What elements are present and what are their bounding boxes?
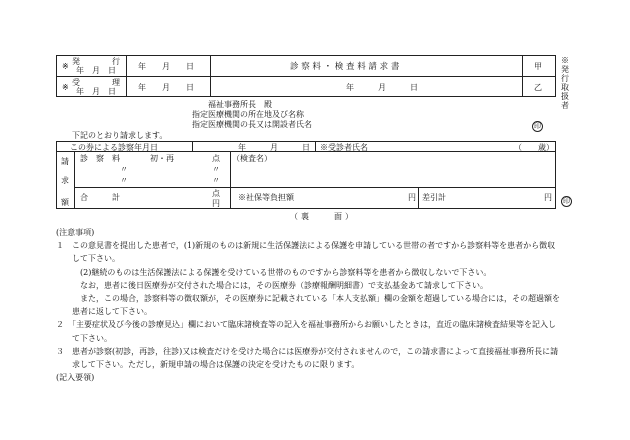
copay-label: ※社保等負担額 [238, 193, 294, 202]
claim-side-label-3: 額 [61, 198, 69, 207]
claim-table-row-divider-3 [230, 187, 556, 188]
total-points-unit: 点 [212, 189, 220, 198]
total-label: 合 計 [80, 193, 120, 202]
back-side-label: （裏 面） [290, 212, 356, 221]
issuer-side-label: ※発行取扱者 [561, 56, 569, 110]
recipient-label: 福祉事務所長 殿 [208, 100, 272, 109]
claim-col-points-divider [230, 151, 231, 209]
note-line: また，この場合，診察料等の徴収額が，その医療券に記載されている「本人支払額」欄の金額を超過している場合には，その超過額を [56, 294, 560, 304]
hospital-seal-icon: 印 [534, 122, 541, 130]
header-col-divider-1 [126, 55, 127, 97]
claim-col-name-divider [315, 141, 316, 151]
fee-ditto-2: 〃 [120, 176, 128, 185]
claim-col-label-divider [74, 151, 75, 209]
total-yen-unit: 円 [212, 199, 220, 208]
note-line: １ この意見書を提出した患者で，(1)新規のものは新規に生活保護法による保護を申請している世帯の者ですから診察料等を患者から徴収 [56, 241, 556, 251]
issue-date-label: 年 月 日 [76, 66, 116, 75]
exam-date-value: 年 月 日 [238, 143, 310, 152]
claim-side-label-1: 請 [61, 157, 69, 166]
fee-ditto-2-points: 〃 [212, 176, 220, 185]
receipt-date-label: 年 月 日 [76, 87, 116, 96]
balance-yen-unit: 円 [544, 193, 552, 202]
bottom-seal-icon: 印 [563, 197, 570, 205]
note-line: ３ 患者が診察(初診，再診，往診)又は検査だけを受けた場合には医療券が交付されませんので，この請求書によって直接福祉事務所長に請 [56, 346, 559, 356]
note-line: (2)継続のものは生活保護法による保護を受けている世帯のものですから診察料等を患者から徴収しないで下さい。 [56, 267, 492, 277]
notes-section [56, 226, 616, 384]
patient-name-label: ※受診者氏名 [320, 143, 368, 152]
fee-points-unit: 点 [212, 154, 220, 163]
notes-footer-heading: (記入要領) [56, 373, 95, 383]
receipt-label: 受 理 [72, 78, 120, 87]
form-title: 診 察 料 ・ 検 査 料 請 求 書 [290, 62, 400, 72]
claim-table-row-divider-2 [74, 187, 230, 188]
claim-col-copay-divider [418, 187, 419, 209]
header-col-divider-3 [522, 55, 523, 97]
receipt-date-value: 年 月 日 [138, 83, 194, 92]
exam-date-label: この券による診察年月日 [70, 143, 158, 152]
note-line: ２ 「主要症状及び今後の診療見込」欄において臨床諸検査等の記入を福祉事務所からお願いしたときは，直近の臨床諸検査結果等を記入し [56, 320, 556, 330]
note-line: て下さい。 [56, 333, 112, 343]
fee-ditto-1-points: 〃 [212, 165, 220, 174]
initial-revisit-label: 初・再 [150, 154, 174, 163]
note-line: して下さい。 [56, 254, 120, 264]
type-b-mark: 乙 [534, 83, 542, 92]
fee-label: 診 察 料 [80, 154, 120, 163]
hospital-head-label: 指定医療機関の長又は開設者氏名 [192, 120, 312, 129]
note-line: 患者に返して下さい。 [56, 307, 152, 317]
balance-label: 差引計 [422, 193, 446, 202]
test-name-label: （検査名） [232, 154, 272, 163]
request-line: 下記のとおり請求します。 [72, 131, 168, 140]
title-date: 年 月 日 [346, 83, 418, 92]
header-col-divider-2 [210, 55, 211, 97]
receipt-mark: ※ [62, 83, 69, 92]
claim-side-label-2: 求 [61, 176, 69, 185]
type-a-mark: 甲 [534, 62, 542, 71]
patient-age-label: （ 歳） [514, 143, 554, 152]
issue-label: 発 行 [72, 57, 120, 66]
header-row-divider [56, 76, 556, 77]
note-line: 求して下さい。ただし，新規申請の場合は保護の決定を受けたものに限ります。 [56, 360, 360, 370]
copay-yen-unit: 円 [408, 193, 416, 202]
issue-mark: ※ [62, 62, 69, 71]
claim-col-date-divider [192, 141, 193, 151]
notes-heading: (注意事項) [56, 228, 95, 237]
fee-ditto-1: 〃 [120, 165, 128, 174]
issue-date-value: 年 月 日 [138, 62, 194, 71]
hospital-address-label: 指定医療機関の所在地及び名称 [192, 110, 304, 119]
note-line: なお，患者に後日医療券が交付された場合には，その医療券（診療報酬明細書）で支払基金あて請求して下さい。 [56, 280, 488, 290]
